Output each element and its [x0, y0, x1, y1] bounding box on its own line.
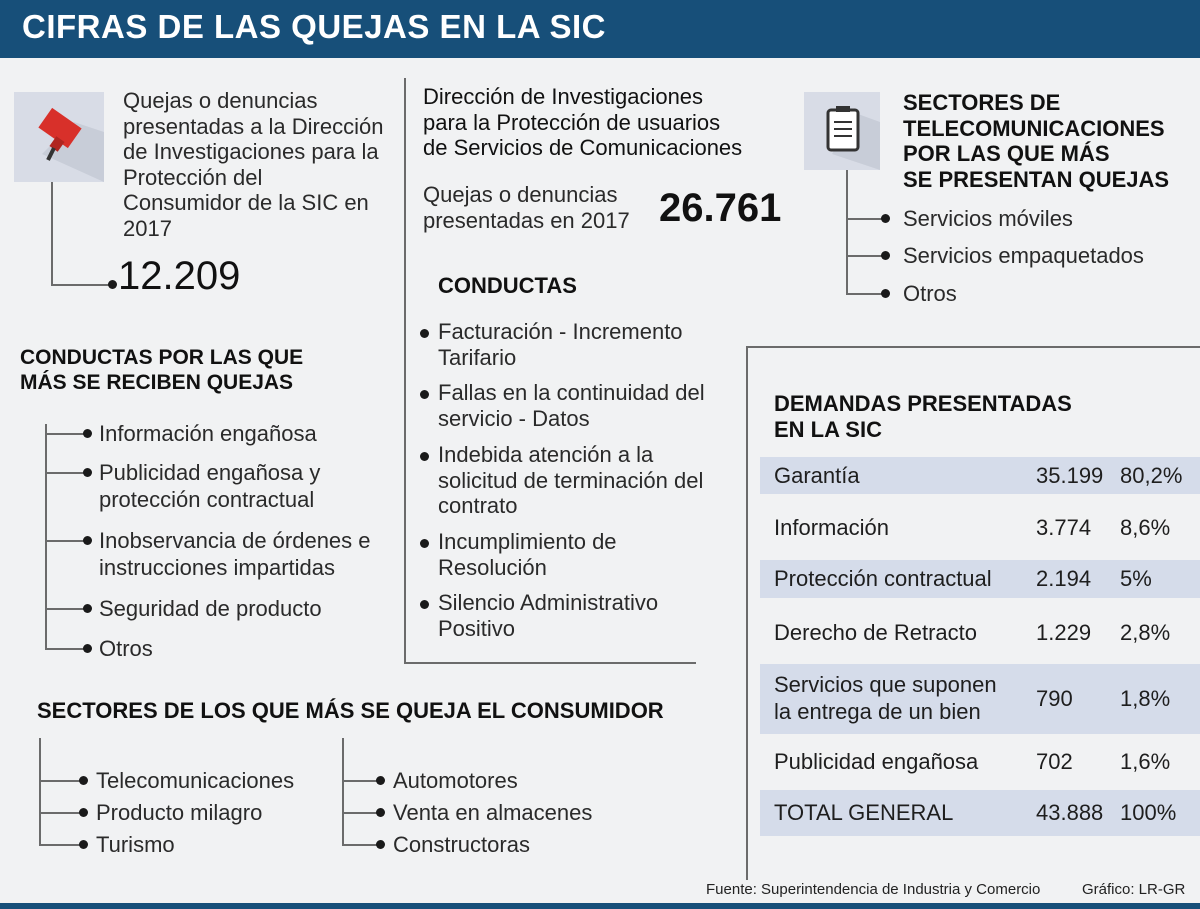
demandas-row [760, 612, 1200, 654]
com-conducta-item: Indebida atención a la [438, 442, 654, 467]
dem-title-line: DEMANDAS PRESENTADAS [774, 391, 1072, 416]
tel-title-line: SE PRESENTAN QUEJAS [903, 166, 1170, 192]
demandas-row [760, 739, 1200, 785]
comunicaciones-complaints-value: 26.761 [659, 186, 782, 230]
header-bar [0, 0, 1200, 58]
consumer-desc-line: Protección del [123, 164, 263, 190]
demandas-label: Garantía [774, 462, 860, 488]
demandas-pct: 2,8% [1120, 620, 1171, 645]
consumer-desc-line: 2017 [123, 215, 172, 241]
com-conducta-item: Incumplimiento de [438, 529, 617, 554]
demandas-row [760, 790, 1200, 836]
pushpin-icon-box [14, 92, 104, 182]
conducta-item: Publicidad engañosa y [99, 460, 321, 485]
com-conducta-item: Silencio Administrativo [438, 590, 659, 615]
bullet [83, 644, 92, 653]
bullet [881, 251, 890, 260]
conducta-item: protección contractual [99, 487, 315, 512]
sector-item: Turismo [96, 832, 175, 857]
tel-title-line: SECTORES DE [903, 90, 1061, 115]
footer-bar [0, 903, 1200, 909]
demandas-row [760, 508, 1200, 548]
conducta-item: Otros [99, 636, 153, 661]
demandas-label: TOTAL GENERAL [774, 800, 954, 825]
com-conducta-item: Facturación - Incremento [438, 319, 683, 344]
com-conducta-item: Positivo [438, 615, 516, 641]
telecom-item: Otros [903, 281, 957, 306]
bullet [881, 289, 890, 298]
conducta-item: Información engañosa [99, 421, 317, 446]
bracket-tick [45, 540, 87, 542]
bracket-tick [342, 780, 379, 782]
conductas-title-line: MÁS SE RECIBEN QUEJAS [20, 371, 294, 394]
com-title-line: de Servicios de Comunicaciones [423, 135, 743, 160]
bullet [79, 808, 88, 817]
page-title: CIFRAS DE LAS QUEJAS EN LA SIC [22, 8, 607, 45]
conducta-item: Inobservancia de órdenes e [99, 528, 371, 553]
demandas-pct: 1,8% [1120, 686, 1171, 711]
bullet [83, 429, 92, 438]
sector-item: Constructoras [393, 832, 530, 857]
bullet [420, 600, 429, 609]
sectores-consumidor-title: SECTORES DE LOS QUE MÁS SE QUEJA EL CONSUMIDOR [37, 698, 664, 723]
pushpin-icon [14, 92, 104, 182]
bullet [420, 452, 429, 461]
bullet [376, 808, 385, 817]
demandas-label: Publicidad engañosa [774, 749, 979, 774]
conductas-title-line: CONDUCTAS POR LAS QUE [20, 346, 304, 369]
demandas-pct: 5% [1120, 566, 1152, 591]
sector-item: Venta en almacenes [393, 800, 593, 825]
demandas-pct: 100% [1120, 800, 1177, 825]
bracket-tick [45, 608, 87, 610]
bracket-line [45, 424, 47, 650]
com-title-line: para la Protección de usuarios [423, 109, 721, 135]
consumer-desc-line: Quejas o denuncias [123, 88, 318, 113]
bullet [420, 539, 429, 548]
bracket-tick [342, 844, 379, 846]
bracket-tick [846, 255, 884, 257]
bracket-tick [45, 648, 87, 650]
demandas-pct: 1,6% [1120, 749, 1171, 774]
bullet [420, 329, 429, 338]
bracket-line [846, 170, 848, 294]
demandas-value: 3.774 [1036, 515, 1092, 540]
bullet [376, 840, 385, 849]
bracket-tick [39, 812, 82, 814]
demandas-label: Información [774, 515, 889, 540]
demandas-label: Protección contractual [774, 566, 992, 591]
bullet [83, 468, 92, 477]
bullet [881, 214, 890, 223]
demandas-value: 1.229 [1036, 620, 1092, 645]
bullet [420, 390, 429, 399]
bracket-tick [45, 472, 87, 474]
demandas-label: Derecho de Retracto [774, 620, 977, 645]
demandas-pct: 8,6% [1120, 515, 1171, 540]
com-conducta-item: contrato [438, 493, 518, 518]
telecom-item: Servicios móviles [903, 206, 1073, 231]
conducta-item: Seguridad de producto [99, 596, 322, 621]
demandas-value: 43.888 [1036, 800, 1104, 825]
sector-item: Telecomunicaciones [96, 768, 295, 793]
demandas-row [760, 560, 1200, 598]
consumer-complaints-value: 12.209 [118, 254, 241, 298]
demandas-label: Servicios que suponen [774, 672, 997, 697]
com-title-line: Dirección de Investigaciones [423, 84, 704, 109]
bracket-tick [846, 218, 884, 220]
com-label-line: Quejas o denuncias [423, 182, 618, 207]
demandas-value: 790 [1036, 686, 1073, 711]
dem-title-line: EN LA SIC [774, 416, 882, 442]
bracket-tick [342, 812, 379, 814]
tel-title-line: POR LAS QUE MÁS [903, 141, 1110, 166]
consumer-desc-line: presentadas a la Dirección [123, 113, 384, 139]
demandas-label: la entrega de un bien [774, 699, 981, 724]
tel-title-line: TELECOMUNICACIONES [903, 115, 1165, 141]
consumer-desc-line: Consumidor de la SIC en [123, 190, 369, 215]
clipboard-icon [804, 92, 880, 170]
com-conducta-item: Resolución [438, 554, 547, 580]
bracket-tick [45, 433, 87, 435]
com-conducta-item: Fallas en la continuidad del [438, 380, 705, 405]
bracket-tick [39, 844, 82, 846]
graphic-credit: Gráfico: LR-GR [1082, 881, 1186, 898]
demandas-row [760, 457, 1200, 494]
demandas-value: 35.199 [1036, 462, 1104, 488]
bracket-line [39, 738, 41, 846]
com-conducta-item: Tarifario [438, 344, 517, 370]
demandas-pct: 80,2% [1120, 462, 1183, 488]
com-label-line: presentadas en 2017 [423, 207, 630, 233]
source-note: Fuente: Superintendencia de Industria y Comercio [706, 881, 1041, 898]
bullet [83, 536, 92, 545]
conductas-comunicaciones-title: CONDUCTAS [438, 273, 577, 298]
bracket-line [342, 738, 344, 846]
com-conducta-item: servicio - Datos [438, 405, 590, 431]
demandas-value: 702 [1036, 749, 1073, 774]
com-conducta-item: solicitud de terminación del [438, 467, 704, 493]
consumer-desc-line: de Investigaciones para la [123, 139, 379, 164]
sector-item: Producto milagro [96, 800, 263, 825]
bracket-tick [846, 293, 884, 295]
clipboard-icon-box [804, 92, 880, 170]
bracket-tick [39, 780, 82, 782]
demandas-value: 2.194 [1036, 566, 1092, 591]
bullet [83, 604, 92, 613]
demandas-row [760, 664, 1200, 734]
bullet [376, 776, 385, 785]
sector-item: Automotores [393, 768, 518, 793]
conducta-item: instrucciones impartidas [99, 555, 335, 580]
bullet [79, 840, 88, 849]
telecom-item: Servicios empaquetados [903, 243, 1144, 268]
bullet [79, 776, 88, 785]
